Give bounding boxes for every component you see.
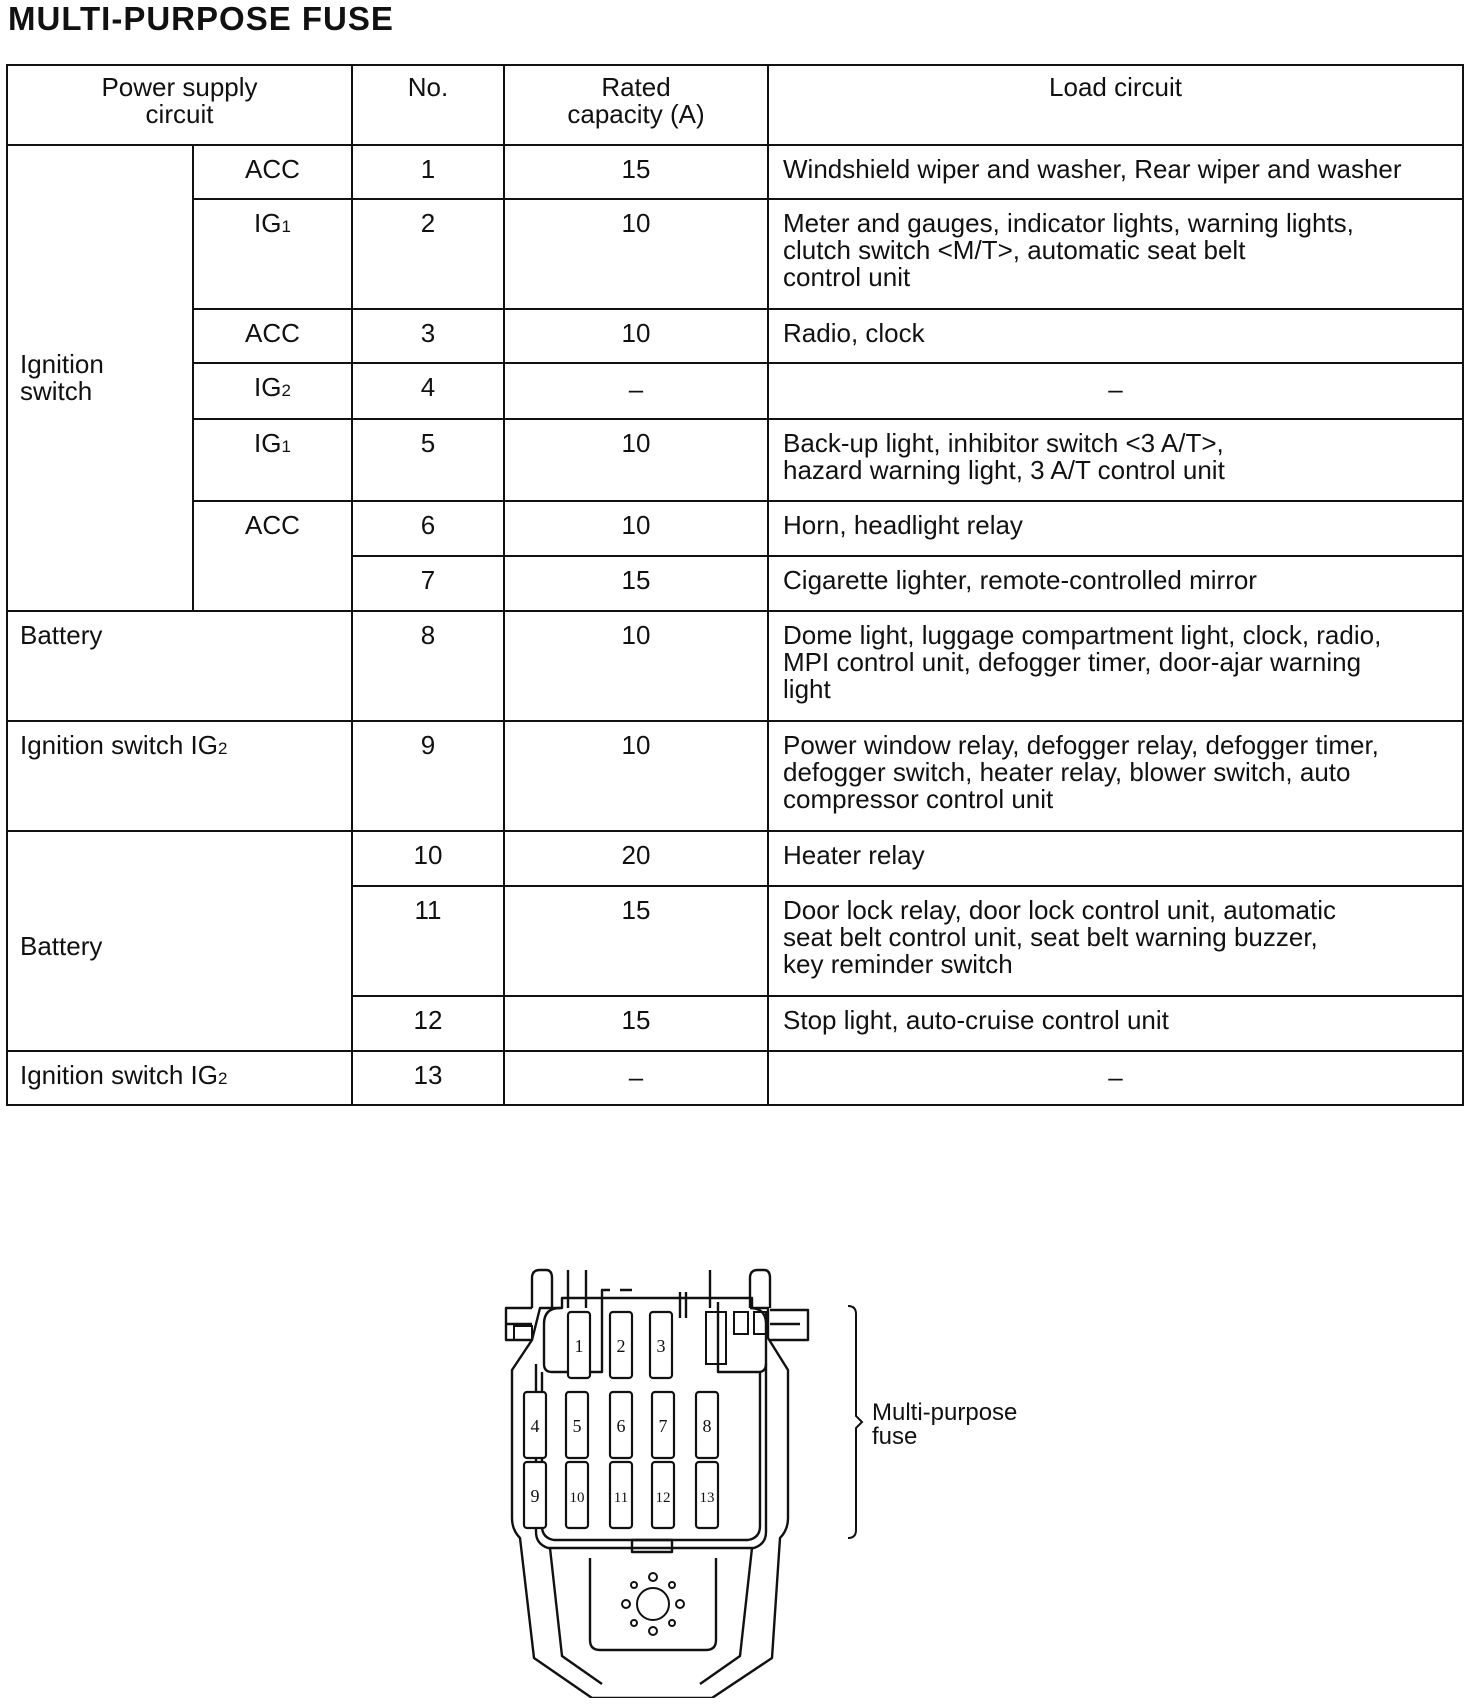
fuse-box-diagram: [500, 1268, 1060, 1698]
table-row: [7, 1051, 1463, 1105]
rated-capacity: 10: [504, 721, 768, 831]
load-circuit: –: [768, 1051, 1463, 1105]
load-circuit: Back-up light, inhibitor switch <3 A/T>, hazard warning light, 3 A/T control unit: [768, 419, 1463, 501]
sub-circuit: IG1: [193, 199, 352, 309]
load-circuit: Windshield wiper and washer, Rear wiper and washer: [768, 145, 1463, 199]
fuse-no: 12: [352, 996, 504, 1051]
fuse-no: 3: [352, 309, 504, 363]
group-ignition-switch: Ignition switch: [7, 145, 193, 611]
header-row: [7, 65, 1463, 145]
sub-circuit: ACC: [193, 145, 352, 199]
fuse-table: [6, 64, 1464, 1106]
rated-capacity: 15: [504, 886, 768, 996]
sub-circuit: IG2: [193, 363, 352, 419]
table-row: [7, 611, 1463, 721]
fuse-number: 10: [569, 1490, 585, 1506]
fuse-number: 12: [655, 1490, 671, 1506]
rated-capacity: 10: [504, 199, 768, 309]
fuse-number: 13: [699, 1490, 715, 1506]
rated-capacity: 15: [504, 145, 768, 199]
rated-capacity: 10: [504, 419, 768, 501]
load-circuit: Dome light, luggage compartment light, clock, radio, MPI control unit, defogger timer, door-ajar warning light: [768, 611, 1463, 721]
fuse-no: 13: [352, 1051, 504, 1105]
load-circuit: Horn, headlight relay: [768, 501, 1463, 556]
fuse-no: 11: [352, 886, 504, 996]
fuse-no: 1: [352, 145, 504, 199]
fuse-number: 9: [530, 1486, 540, 1506]
rated-capacity: 15: [504, 556, 768, 611]
fuse-number: 2: [616, 1336, 626, 1356]
fuse-number: 5: [572, 1416, 582, 1436]
bracket-icon: [848, 1306, 862, 1538]
fuse-number: 7: [658, 1416, 668, 1436]
load-circuit: Cigarette lighter, remote-controlled mirror: [768, 556, 1463, 611]
rated-capacity: 15: [504, 996, 768, 1051]
load-circuit: Heater relay: [768, 831, 1463, 886]
diagram-label: Multi-purpose fuse: [872, 1399, 1018, 1450]
rated-capacity: –: [504, 363, 768, 419]
load-circuit: Radio, clock: [768, 309, 1463, 363]
sub-circuit: IG1: [193, 419, 352, 501]
group-battery: Battery: [7, 611, 352, 721]
table-row: [7, 501, 1463, 556]
table-row: [7, 721, 1463, 831]
header-no: No.: [352, 65, 504, 145]
group-battery: Battery: [7, 831, 352, 1051]
side-latch-icon: [514, 1312, 766, 1364]
fuse-number: 8: [702, 1416, 712, 1436]
fuse-no: 2: [352, 199, 504, 309]
fuse-number: 6: [616, 1416, 626, 1436]
fuse-number: 3: [656, 1336, 666, 1356]
table-row: [7, 419, 1463, 501]
load-circuit: Meter and gauges, indicator lights, warning lights, clutch switch <M/T>, automatic seat belt control unit: [768, 199, 1463, 309]
fuse-number: 11: [613, 1490, 629, 1506]
load-circuit: Power window relay, defogger relay, defogger timer, defogger switch, heater relay, blower switch, auto compressor control unit: [768, 721, 1463, 831]
sub-circuit: ACC: [193, 501, 352, 611]
fuse-no: 7: [352, 556, 504, 611]
fuse-no: 5: [352, 419, 504, 501]
header-load-circuit: Load circuit: [768, 65, 1463, 145]
load-circuit: –: [768, 363, 1463, 419]
table-row: [7, 145, 1463, 199]
group-ignition-switch-ig2: Ignition switch IG2: [7, 721, 352, 831]
rated-capacity: 10: [504, 501, 768, 556]
rated-capacity: 10: [504, 611, 768, 721]
fuse-number: 4: [530, 1416, 540, 1436]
fuse-no: 4: [352, 363, 504, 419]
fuse-no: 8: [352, 611, 504, 721]
page-title: MULTI-PURPOSE FUSE: [8, 0, 394, 37]
fuse-no: 6: [352, 501, 504, 556]
table-row: [7, 363, 1463, 419]
group-ignition-switch-ig2: Ignition switch IG2: [7, 1051, 352, 1105]
fuse-no: 9: [352, 721, 504, 831]
table-row: [7, 831, 1463, 886]
sub-circuit: ACC: [193, 309, 352, 363]
load-circuit: Stop light, auto-cruise control unit: [768, 996, 1463, 1051]
rated-capacity: 10: [504, 309, 768, 363]
rated-capacity: –: [504, 1051, 768, 1105]
fuse-no: 10: [352, 831, 504, 886]
rated-capacity: 20: [504, 831, 768, 886]
table-row: [7, 199, 1463, 309]
fuse-slots: [524, 1312, 718, 1528]
header-power-supply: Power supply circuit: [7, 65, 352, 145]
connector-icon: [622, 1573, 684, 1635]
load-circuit: Door lock relay, door lock control unit, automatic seat belt control unit, seat belt warning buzzer, key reminder switch: [768, 886, 1463, 996]
table-row: [7, 309, 1463, 363]
fuse-number: 1: [574, 1336, 584, 1356]
header-rated-capacity: Rated capacity (A): [504, 65, 768, 145]
